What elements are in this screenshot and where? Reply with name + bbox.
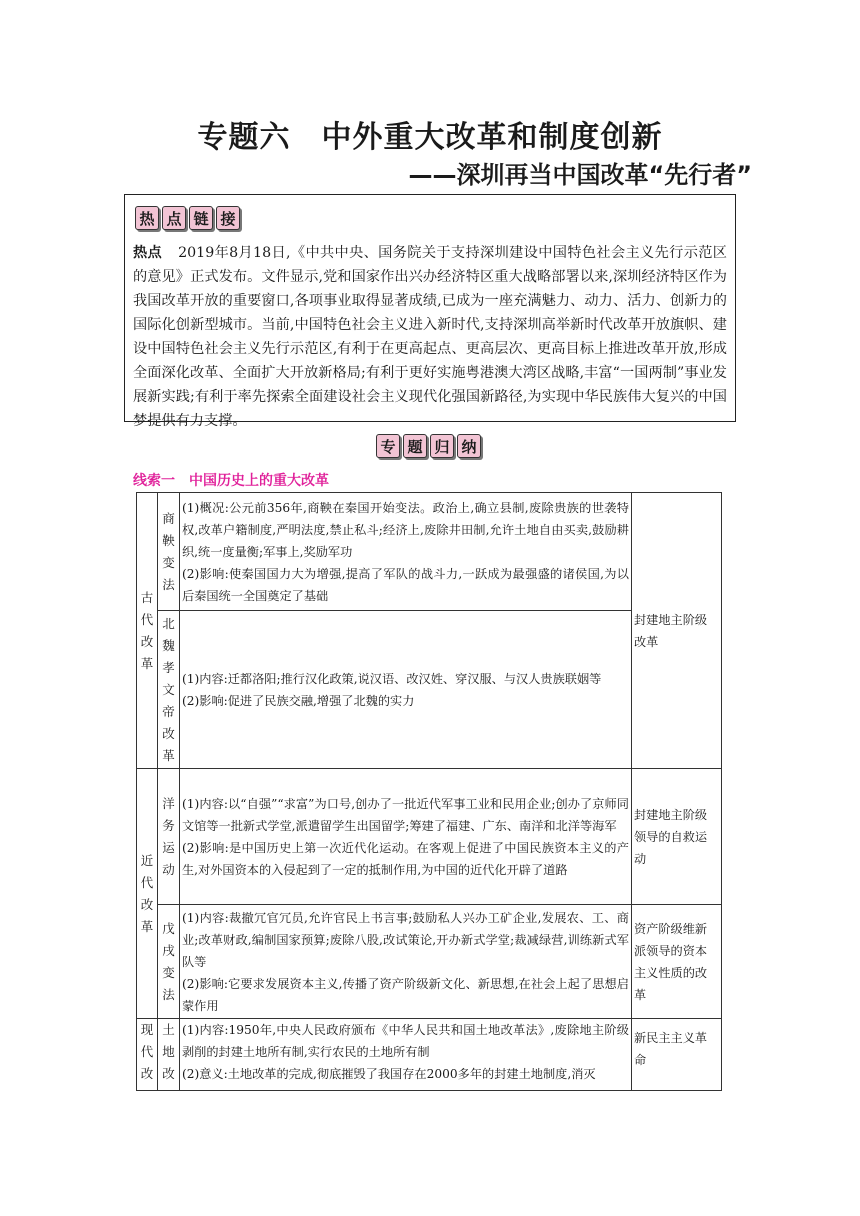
badge-char: 链	[189, 206, 213, 230]
reform-name: 洋务运动	[158, 769, 180, 905]
hotspot-text: 2019年8月18日,《中共中央、国务院关于支持深圳建设中国特色社会主义先行示范区的意见》正式发布。文件显示,党和国家作出兴办经济特区重大战略部署以来,深圳经济特区作为我国改革开放的重要窗口,各项事业取得显著成绩,已成为一座充满魅力、动力、活力、创新力的国际化创新型城市。当前,中国特色社会主义进入新时代,支持深圳高举新时代改革开放旗帜、建设中国特色社会主义先行示范区,有利于在更高起点、更高层次、更高目标上推进改革开放,形成全面深化改革、全面扩大开放新格局;有利于更好实施粤港澳大湾区战略,丰富“一国两制”事业发展新实践;有利于率先探索全面建设社会主义现代化强国新路径,为实现中华民族伟大复兴的中国梦提供有力支撑。	[133, 245, 727, 429]
page-subtitle: ——深圳再当中国改革“先行者”	[408, 161, 752, 189]
table-row	[137, 905, 722, 1019]
reform-name: 北魏孝文帝改革	[158, 611, 180, 769]
table-row	[137, 493, 722, 611]
badge-char: 归	[430, 434, 454, 458]
table-row	[137, 1019, 722, 1091]
reform-name: 商鞅变法	[158, 493, 180, 611]
reform-content	[180, 493, 632, 611]
content-text: (1)内容:1950年,中央人民政府颁布《中华人民共和国土地改革法》,废除地主阶级剥削的封建土地所有制,实行农民的土地所有制 (2)意义:土地改革的完成,彻底摧毁了我国存在2000多年的封建土地制度,消灭	[182, 1023, 629, 1081]
reform-nature: 封建地主阶级改革	[632, 493, 722, 769]
content-text: (1)概况:公元前356年,商鞅在秦国开始变法。政治上,确立县制,废除贵族的世袭特权,改革户籍制度,严明法度,禁止私斗;经济上,废除井田制,允许土地自由买卖,鼓励耕织,统一度量衡;军事上,奖励军功 (2)影响:使秦国国力大为增强,提高了军队的战斗力,一跃成为最强盛的诸侯国,为以后秦国统一全国奠定了基础	[182, 500, 629, 603]
reform-content	[180, 905, 632, 1019]
era-cell-modern: 近代改革	[137, 769, 158, 1019]
badge-char: 接	[216, 206, 240, 230]
badge-char: 点	[162, 206, 186, 230]
reform-content	[180, 611, 632, 769]
hotspot-box	[124, 194, 736, 429]
reform-nature: 资产阶级维新派领导的资本主义性质的改革	[632, 905, 722, 1019]
hotspot-label: 热点	[133, 245, 163, 261]
content-text: (1)内容:以“自强”“求富”为口号,创办了一批近代军事工业和民用企业;创办了京师同文馆等一批新式学堂,派遣留学生出国留学;筹建了福建、广东、南洋和北洋等海军 (2)影响:是中国历史上第一次近代化运动。在客观上促进了中国民族资本主义的产生,对外国资本的入侵起到了一定的抵制作用,为中国的近代化开辟了道路	[182, 796, 629, 877]
content-text: (1)内容:裁撤冗官冗员,允许官民上书言事;鼓励私人兴办工矿企业,发展农、工、商业;改革财政,编制国家预算;废除八股,改试策论,开办新式学堂;裁减绿营,训练新式军队等 (2)影响:它要求发展资本主义,传播了资产阶级新文化、新思想,在社会上起了思想启蒙作用	[182, 910, 629, 1013]
reform-content	[180, 1019, 632, 1091]
reform-content	[180, 769, 632, 905]
hotspot-paragraph	[133, 241, 727, 433]
reform-name: 戊戌变法	[158, 905, 180, 1019]
summary-badge	[376, 434, 481, 458]
reform-nature: 新民主主义革命	[632, 1019, 722, 1091]
reform-nature: 封建地主阶级领导的自救运动	[632, 769, 722, 905]
badge-char: 热	[135, 206, 159, 230]
reform-table	[136, 492, 722, 1091]
era-cell-contemporary: 现代改	[137, 1019, 158, 1091]
hotspot-badge	[135, 206, 240, 230]
page-title: 专题六 中外重大改革和制度创新	[197, 120, 663, 155]
badge-char: 题	[403, 434, 427, 458]
badge-char: 专	[376, 434, 400, 458]
clue-heading: 线索一 中国历史上的重大改革	[133, 473, 329, 489]
reform-name: 土地改	[158, 1019, 180, 1091]
content-text: (1)内容:迁都洛阳;推行汉化政策,说汉语、改汉姓、穿汉服、与汉人贵族联姻等 (2)影响:促进了民族交融,增强了北魏的实力	[182, 671, 602, 708]
badge-char: 纳	[457, 434, 481, 458]
table-row	[137, 769, 722, 905]
era-cell-ancient: 古代改革	[137, 493, 158, 769]
